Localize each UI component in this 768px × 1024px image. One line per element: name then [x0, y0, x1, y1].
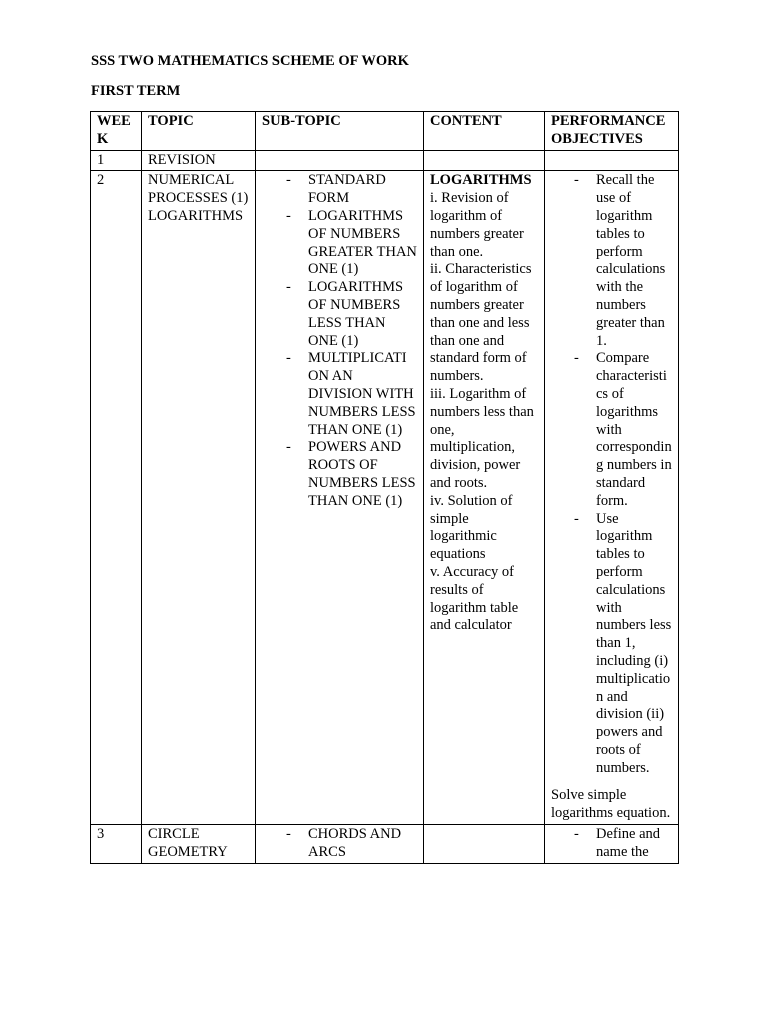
content-item: i. Revision of logarithm of numbers greater than one. — [430, 190, 524, 260]
week-cell: 2 — [91, 171, 142, 825]
objectives-cell — [545, 150, 679, 171]
table-row — [91, 171, 679, 825]
list-item: - Define and name the — [551, 826, 672, 862]
header-subtopic: SUB-TOPIC — [256, 112, 424, 151]
table-row — [91, 150, 679, 171]
objectives-list — [551, 826, 672, 862]
document-title: SSS TWO MATHEMATICS SCHEME OF WORK — [91, 53, 409, 69]
content-cell — [424, 825, 545, 864]
subtopic-cell — [256, 150, 424, 171]
subtopic-cell — [256, 825, 424, 864]
content-item: iii. Logarithm of numbers less than one, multiplication, division, power and roots. — [430, 385, 534, 491]
list-item: - Use logarithm tables to perform calculations with numbers less than 1, including (i) multiplication and division (ii) powers and roots of numbers. — [551, 511, 672, 778]
objectives-cell — [545, 825, 679, 864]
table-row — [91, 825, 679, 864]
header-row — [91, 112, 679, 151]
content-heading: LOGARITHMS — [430, 172, 532, 189]
header-objectives: PERFORMANCE OBJECTIVES — [545, 112, 679, 151]
subtopic-list — [262, 172, 417, 510]
list-item: - STANDARD FORM — [262, 172, 417, 208]
topic-cell: REVISION — [142, 150, 256, 171]
objectives-cell — [545, 171, 679, 825]
topic-cell: CIRCLE GEOMETRY — [142, 825, 256, 864]
list-item: - POWERS AND ROOTS OF NUMBERS LESS THAN ONE (1) — [262, 439, 417, 510]
subtopic-cell — [256, 171, 424, 825]
list-item: - CHORDS AND ARCS — [262, 826, 417, 862]
list-item: - MULTIPLICATION AN DIVISION WITH NUMBERS LESS THAN ONE (1) — [262, 350, 417, 439]
subtopic-list — [262, 826, 417, 862]
header-content: CONTENT — [424, 112, 545, 151]
week-cell: 3 — [91, 825, 142, 864]
scheme-table — [90, 111, 679, 864]
content-item: v. Accuracy of results of logarithm table and calculator — [430, 563, 519, 634]
header-topic: TOPIC — [142, 112, 256, 151]
content-cell — [424, 171, 545, 825]
list-item: - LOGARITHMS OF NUMBERS LESS THAN ONE (1) — [262, 279, 417, 350]
list-item: - Compare characteristics of logarithms with corresponding numbers in standard form. — [551, 350, 672, 510]
week-cell: 1 — [91, 150, 142, 171]
content-item: iv. Solution of simple logarithmic equations — [430, 492, 513, 563]
header-week: WEEK — [91, 112, 142, 151]
list-item: - Recall the use of logarithm tables to perform calculations with the numbers greater than 1. — [551, 172, 672, 350]
objectives-list — [551, 172, 672, 777]
topic-cell: NUMERICAL PROCESSES (1) LOGARITHMS — [142, 171, 256, 825]
objective-note: Solve simple logarithms equation. — [551, 787, 671, 822]
list-item: - LOGARITHMS OF NUMBERS GREATER THAN ONE (1) — [262, 208, 417, 279]
content-item: ii. Characteristics of logarithm of numbers greater than one and less than one and standard form of numbers. — [430, 261, 532, 385]
term-heading: FIRST TERM — [91, 83, 181, 99]
content-cell — [424, 150, 545, 171]
